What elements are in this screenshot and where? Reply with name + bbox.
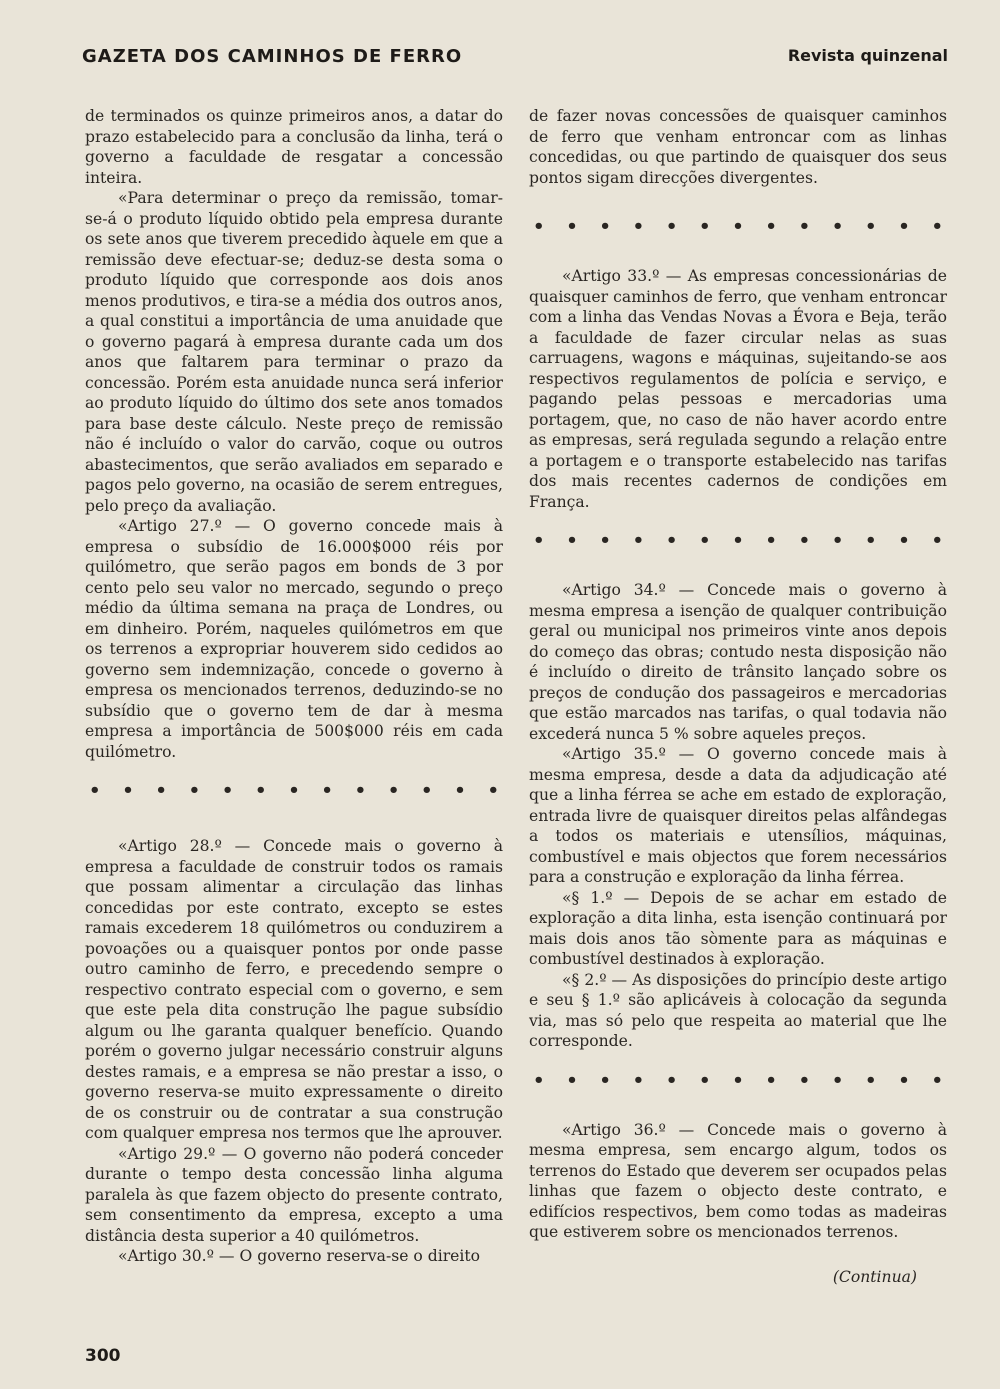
dot: •: [566, 530, 578, 551]
dot: •: [831, 1069, 844, 1091]
ellipsis-separator: [529, 1069, 947, 1091]
dot: •: [732, 530, 744, 551]
dot: •: [454, 780, 466, 801]
dot: •: [387, 780, 400, 801]
dot: •: [255, 780, 267, 801]
dot: •: [533, 216, 545, 237]
dot: •: [699, 530, 711, 551]
dot: •: [288, 780, 300, 801]
article-30: «Artigo 30.º — O governo reserva-se o direito: [118, 1247, 481, 1265]
dot: •: [798, 530, 811, 551]
dot: •: [321, 780, 333, 801]
right-column: [529, 106, 947, 1287]
article-27: «Artigo 27.º — O governo concede mais à empresa o subsídio de 16.000$000 réis por quilómetro, que serão pagos em bonds de 3 por cento pelo seu valor no mercado, segundo o preço médio da última semana na praça de Londres, ou em dinheiro. Porém, naqueles quilómetros em que os terrenos a expropriar houverem sido cedidos ao governo sem indemnização, concede o governo à empresa os mencionados terrenos, deduzindo-se no subsídio que o governo tem de dar à mesma empresa a importância de 500$000 réis em cada quilómetro.: [85, 517, 503, 761]
article-33: «Artigo 33.º — As empresas concessionárias de quaisquer caminhos de ferro, que venham entroncar com a linha das Vendas Novas a Évora e Beja, terão a faculdade de fazer circular nelas as suas carruagens, wagons e máquinas, sujeitando-se aos respectivos regulamentos de polícia e serviço, e pagando pelas pessoas e mercadorias uma portagem, que, no caso de não haver acordo entre as empresas, será regulada segundo a relação entre a portagem e o transporte estabelecido nas tarifas dos mais recentes cadernos de condições em França.: [529, 267, 947, 511]
dot: •: [765, 1069, 777, 1091]
dot: •: [221, 780, 234, 801]
dot: •: [566, 1069, 578, 1091]
dot: •: [632, 530, 645, 551]
dot: •: [931, 1069, 943, 1091]
paragraph: «Para determinar o preço da remissão, tomar-se-á o produto líquido obtido pela empresa durante os sete anos que tiverem precedido àquele em que a remissão deve efectuar-se; deduz-se desta soma o produto líquido que corresponde aos dois anos menos produtivos, e tira-se a média dos outros anos, a qual constitui a importância de uma anuidade que o governo pagará à empresa durante cada um dos anos que faltarem para terminar o prazo da concessão. Porém esta anuidade nunca será inferior ao produto líquido do último dos sete anos tomados para base deste cálculo. Neste preço de remissão não é incluído o valor do carvão, coque ou outros abastecimentos, que serão avaliados em separado e pagos pelo governo, na ocasião de serem entregues, pelo preço da avaliação.: [85, 189, 503, 515]
ellipsis-separator: [529, 532, 947, 550]
dot: •: [765, 216, 777, 237]
ellipsis-separator: [529, 218, 947, 236]
left-column: [85, 106, 503, 1267]
dot: •: [865, 530, 877, 551]
dot: •: [599, 216, 611, 237]
dot: •: [898, 1069, 910, 1091]
dot: •: [898, 216, 910, 237]
dot: •: [533, 1069, 545, 1091]
dot: •: [765, 530, 777, 551]
paragraph-section-2: «§ 2.º — As disposições do princípio deste artigo e seu § 1.º são aplicáveis à colocação da segunda via, mas só pelo que respeita ao material que lhe corresponde.: [529, 970, 947, 1050]
dot: •: [533, 530, 545, 551]
article-36: «Artigo 36.º — Concede mais o governo à mesma empresa, sem encargo algum, todos os terrenos do Estado que deverem ser ocupados pelas linhas que fazem o objecto deste contrato, e edifícios respectivos, bem como todas as madeiras que estiverem sobre os mencionados terrenos.: [529, 1120, 947, 1241]
dot: •: [632, 216, 645, 237]
dot: •: [599, 530, 611, 551]
dot: •: [699, 216, 711, 237]
dot: •: [155, 780, 167, 801]
dot: •: [865, 1069, 877, 1091]
dot: •: [931, 216, 943, 237]
dot: •: [566, 216, 578, 237]
dot: •: [487, 780, 499, 801]
dot: •: [732, 216, 744, 237]
dot: •: [89, 780, 101, 801]
dot: •: [599, 1069, 611, 1091]
dot: •: [931, 530, 943, 551]
dot: •: [732, 1069, 744, 1091]
dot: •: [831, 530, 844, 551]
journal-title: GAZETA DOS CAMINHOS DE FERRO: [82, 46, 463, 67]
dot: •: [188, 780, 201, 801]
dot: •: [831, 216, 844, 237]
ellipsis-separator: [85, 782, 503, 800]
dot: •: [699, 1069, 711, 1091]
article-28: «Artigo 28.º — Concede mais o governo à empresa a faculdade de construir todos os ramais que possam alimentar a circulação das linhas concedidas por este contrato, excepto se estes ramais excederem 18 quilómetros ou conduzirem a povoações ou a quaisquer pontos por onde passe outro caminho de ferro, e precedendo sempre o respectivo contrato especial com o governo, e sem que este pela dita construção lhe pague subsídio algum ou lhe garanta qualquer benefício. Quando porém o governo julgar necessário construir alguns destes ramais, e a empresa se não prestar a isso, o governo reserva-se muito expressamente o direito de os construir ou de contratar a sua construção com qualquer empresa nos termos que lhe aprouver.: [85, 837, 503, 1142]
paragraph: de fazer novas concessões de quaisquer caminhos de ferro que venham entroncar com as linhas concedidas, ou que partindo de quaisquer dos seus pontos sigam direcções divergentes.: [529, 107, 947, 187]
article-35: «Artigo 35.º — O governo concede mais à mesma empresa, desde a data da adjudicação até que a linha férrea se ache em estado de exploração, entrada livre de quaisquer direitos pelas alfândegas a todos os materiais e utensílios, máquinas, combustível e mais objectos que forem necessários para a construção e exploração da linha férrea.: [529, 745, 947, 886]
page-number: 300: [85, 1346, 121, 1366]
dot: •: [421, 780, 433, 801]
dot: •: [632, 1069, 645, 1091]
paragraph: de terminados os quinze primeiros anos, a datar do prazo estabelecido para a conclusão da linha, terá o governo a faculdade de resgatar a concessão inteira.: [85, 107, 503, 187]
dot: •: [122, 780, 134, 801]
article-34: «Artigo 34.º — Concede mais o governo à mesma empresa a isenção de qualquer contribuição geral ou municipal nos primeiros vinte anos depois do começo das obras; contudo nesta disposição não é incluído o direito de trânsito lançado sobre os preços de condução dos passageiros e mercadorias que estão marcados nas tarifas, o qual todavia não excederá nunca 5 % sobre aqueles preços.: [529, 581, 947, 743]
dot: •: [665, 216, 678, 237]
dot: •: [665, 1069, 678, 1091]
journal-subtitle: Revista quinzenal: [787, 46, 948, 65]
dot: •: [898, 530, 910, 551]
dot: •: [354, 780, 367, 801]
dot: •: [665, 530, 678, 551]
dot: •: [798, 216, 811, 237]
paragraph-section-1: «§ 1.º — Depois de se achar em estado de exploração a dita linha, esta isenção continuará por mais dois anos tão sòmente para as máquinas e combustível destinados à exploração.: [529, 888, 947, 968]
dot: •: [798, 1069, 811, 1091]
continued-note: (Continua): [832, 1267, 917, 1286]
article-29: «Artigo 29.º — O governo não poderá conceder durante o tempo desta concessão linha alguma paralela às que fazem objecto do presente contrato, sem consentimento da empresa, excepto a uma distância desta superior a 40 quilómetros.: [85, 1144, 503, 1245]
dot: •: [865, 216, 877, 237]
